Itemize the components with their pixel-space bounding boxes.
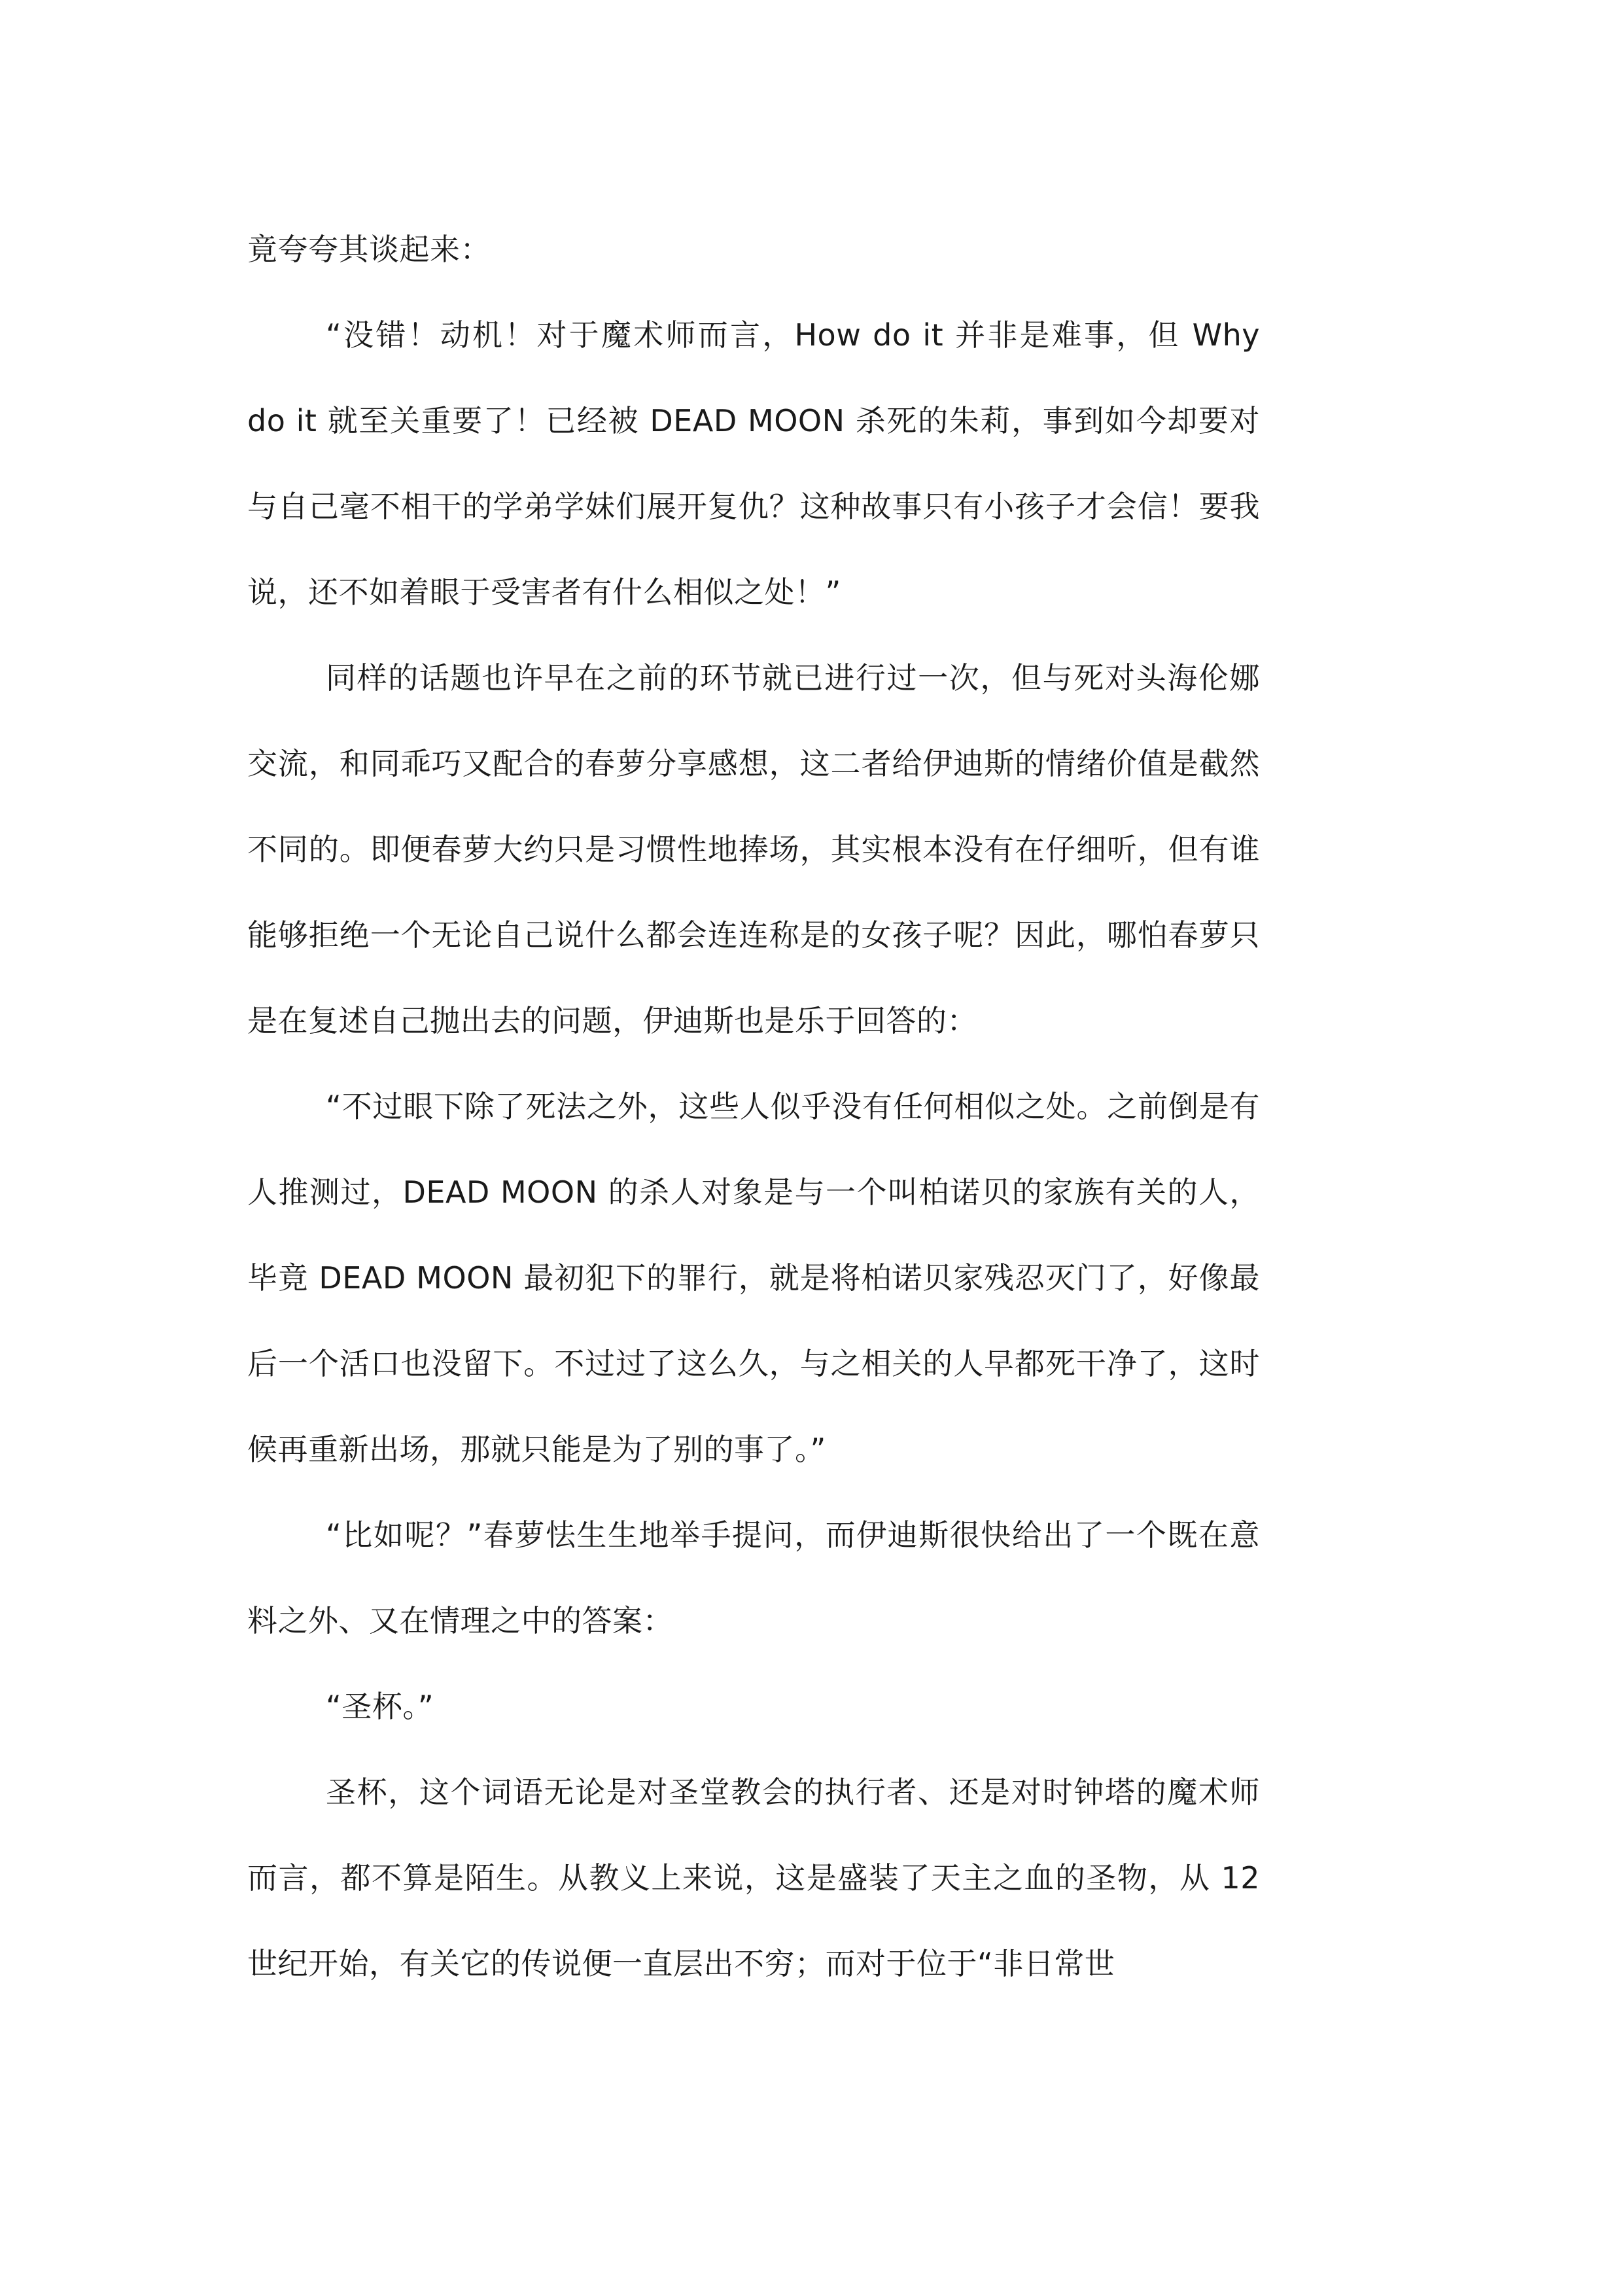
paragraph: “没错！动机！对于魔术师而言，How do it 并非是难事，但 Why do it 就至关重要了！已经被 DEAD MOON 杀死的朱莉，事到如今却要对与自己毫不相干的学弟学妹们展开复仇？这种故事只有小孩子才会信！要我说，还不如着眼于受害者有什么相似之处！”	[247, 317, 1260, 610]
paragraph: “比如呢？”春萝怯生生地举手提问，而伊迪斯很快给出了一个既在意料之外、又在情理之中的答案：	[247, 1517, 1260, 1638]
paragraph: 竟夸夸其谈起来：	[247, 232, 491, 267]
paragraph: “不过眼下除了死法之外，这些人似乎没有任何相似之处。之前倒是有人推测过，DEAD MOON 的杀人对象是与一个叫柏诺贝的家族有关的人，毕竟 DEAD MOON 最初犯下的罪行，就是将柏诺贝家残忍灭门了，好像最后一个活口也没留下。不过过了这么久，与之相关的人早都死干净了，这时候再重新出场，那就只能是为了别的事了。”	[247, 1089, 1260, 1467]
paragraph: “圣杯。”	[326, 1689, 434, 1724]
paragraph: 同样的话题也许早在之前的环节就已进行过一次，但与死对头海伦娜交流，和同乖巧又配合的春萝分享感想，这二者给伊迪斯的情绪价值是截然不同的。即便春萝大约只是习惯性地捧场，其实根本没有在仔细听，但有谁能够拒绝一个无论自己说什么都会连连称是的女孩子呢？因此，哪怕春萝只是在复述自己抛出去的问题，伊迪斯也是乐于回答的：	[247, 660, 1260, 1038]
paragraph: 圣杯，这个词语无论是对圣堂教会的执行者、还是对时钟塔的魔术师而言，都不算是陌生。从教义上来说，这是盛装了天主之血的圣物，从 12 世纪开始，有关它的传说便一直层出不穷；而对于位于“非日常世	[247, 1775, 1260, 1981]
body-text	[247, 207, 1260, 2007]
